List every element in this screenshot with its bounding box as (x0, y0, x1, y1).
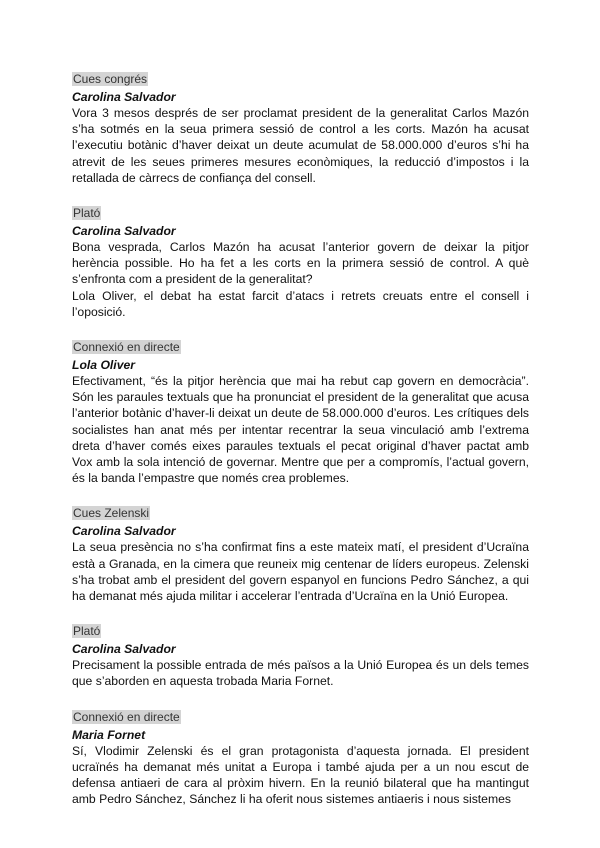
paragraph: Sí, Vlodimir Zelenski és el gran protagonista d’aquesta jornada. El president ucraïnés ha demanat més unitat a Europa i també ajuda per a un nou escut de defensa antiaeri de cara al pròxim hivern. En la reunió bilateral que ha mantingut amb Pedro Sánchez, Sánchez li ha oferit nous sistemes antiaeris i nous sistemes (72, 743, 529, 807)
segment-label: Connexió en directe (73, 340, 180, 355)
paragraph: Efectivament, “és la pitjor herència que mai ha rebut cap govern en democràcia”. Són les paraules textuals que ha pronunciat el president de la generalitat que acusa l’anterior botànic d’haver-li deixat un deute de 58.000.000 d’euros. Les crítiques dels socialistes han anat més per intentar recentrar la seua vinculació amb l’extrema dreta d’haver comés eixes paraules textuals el pecat original d’haver pactat amb Vox amb la sola intenció de governar. Mentre que per a compromís, l’actual govern, és la banda l’empastre que només crea problemes. (72, 374, 529, 486)
speaker-name: Carolina Salvador (72, 224, 176, 239)
script-block-cues-zelenski (72, 504, 529, 604)
paragraph: Lola Oliver, el debat ha estat farcit d’atacs i retrets creuats entre el consell i l’oposició. (72, 288, 529, 319)
script-block-cues-congres (72, 70, 529, 186)
segment-label: Cues congrés (73, 72, 148, 86)
speaker-name: Maria Fornet (72, 727, 146, 742)
script-block-connexio-1 (72, 338, 529, 486)
segment-label: Plató (73, 624, 101, 639)
paragraph: La seua presència no s’ha confirmat fins a este mateix matí, el president d’Ucraïna està a Granada, en la cimera que reuneix mig centenar de líders europeus. Zelenski s’ha trobat amb el president del govern espanyol en funcions Pedro Sánchez, a qui ha demanat més ajuda militar i accelerar l’entrada d’Ucraïna en la Unió Europea. (72, 540, 529, 604)
segment-label: Plató (73, 206, 101, 221)
speaker-name: Lola Oliver (72, 358, 135, 373)
speaker-name: Carolina Salvador (72, 90, 176, 104)
speaker-name: Carolina Salvador (72, 642, 176, 657)
segment-label: Connexió en directe (73, 709, 180, 724)
paragraph: Precisament la possible entrada de més països a la Unió Europea és un dels temes que s’aborden en aquesta trobada Maria Fornet. (72, 658, 529, 689)
paragraph: Bona vesprada, Carlos Mazón ha acusat l’anterior govern de deixar la pitjor herència possible. Ho ha fet a les corts en la primera sessió de control. A què s’enfronta com a president de la generalitat? (72, 240, 529, 287)
script-block-plato-1 (72, 204, 529, 320)
paragraph: Vora 3 mesos després de ser proclamat president de la generalitat Carlos Mazón s’ha sotmés en la seua primera sessió de control a les corts. Mazón ha acusat l’executiu botànic d’haver deixat un deute acumulat de 58.000.000 d’euros s’hi ha atrevit de les seues primeres mesures econòmiques, la reducció d’impostos i la retallada de càrrecs de confiança del consell. (72, 106, 529, 185)
segment-label: Cues Zelenski (73, 506, 150, 521)
speaker-name: Carolina Salvador (72, 524, 176, 539)
script-block-plato-2 (72, 622, 529, 689)
script-block-connexio-2 (72, 708, 529, 808)
